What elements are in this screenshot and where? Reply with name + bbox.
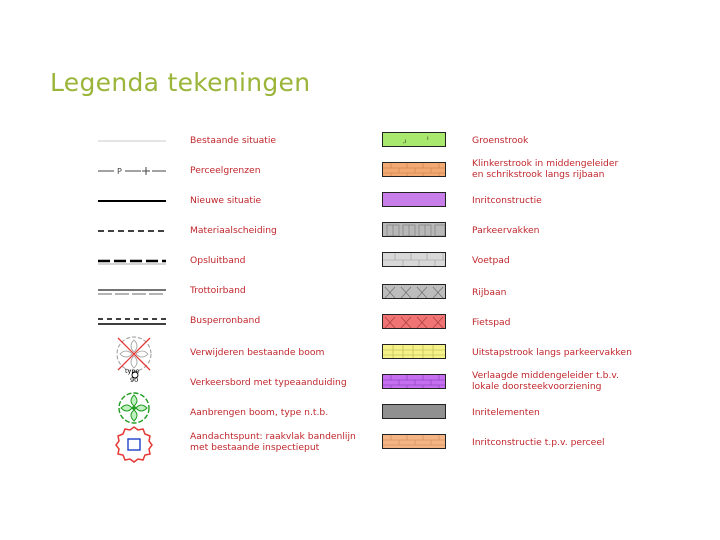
legend-label-voetpad: Voetpad	[472, 255, 510, 266]
legend-label-inritconstructie: Inritconstructie	[472, 195, 542, 206]
swatch-voetpad	[382, 252, 446, 267]
legend-label-materiaalscheiding: Materiaalscheiding	[190, 225, 277, 236]
dashed-line-icon	[96, 220, 168, 242]
swatch-klinkerstrook	[382, 162, 446, 177]
new-tree-icon	[112, 390, 156, 426]
legend-label-bestaande-situatie: Bestaande situatie	[190, 135, 277, 146]
legend-label-aandachtspunt-1: Aandachtspunt: raakvlak bandenlijn	[190, 431, 356, 442]
legend-label-busperronband: Busperronband	[190, 315, 261, 326]
thick-dashed-line-icon	[96, 250, 168, 272]
legend-label-groenstrook: Groenstrook	[472, 135, 529, 146]
legend-label-parkeervakken: Parkeervakken	[472, 225, 540, 236]
svg-text:ı: ı	[427, 135, 429, 142]
legend-label-verkeersbord: Verkeersbord met typeaanduiding	[190, 377, 347, 388]
inspection-pit-icon	[114, 424, 154, 464]
legend-label-fietspad: Fietspad	[472, 317, 511, 328]
legend-label-verlaagde-1: Verlaagde middengeleider t.b.v.	[472, 370, 620, 381]
legend-label-klinkerstrook-2: en schrikstrook langs rijbaan	[472, 169, 605, 180]
thin-gray-line-icon	[96, 130, 168, 152]
swatch-fietspad	[382, 314, 446, 329]
legend-label-trottoirband: Trottoirband	[190, 285, 246, 296]
boundary-line-icon	[96, 160, 168, 182]
traffic-sign-number-label: 90	[130, 376, 139, 384]
legend-label-klinkerstrook-1: Klinkerstrook in middengeleider	[472, 158, 619, 169]
thick-black-line-icon	[96, 190, 168, 212]
legend-label-inritelementen: Inritelementen	[472, 407, 540, 418]
legend-label-uitstapstrook: Uitstapstrook langs parkeervakken	[472, 347, 632, 358]
svg-text:P: P	[117, 167, 122, 176]
swatch-verlaagde-middengeleider	[382, 374, 446, 389]
swatch-rijbaan	[382, 284, 446, 299]
swatch-parkeervakken	[382, 222, 446, 237]
legend-label-aanbrengen-boom: Aanbrengen boom, type n.t.b.	[190, 407, 329, 418]
svg-text:,ı: ,ı	[403, 138, 407, 145]
page-title: Legenda tekeningen	[50, 68, 311, 97]
swatch-inritelementen	[382, 404, 446, 419]
legend-label-inritconstructie-perceel: Inritconstructie t.p.v. perceel	[472, 437, 605, 448]
swatch-inritconstructie	[382, 192, 446, 207]
swatch-groenstrook	[382, 132, 446, 147]
swatch-inritconstructie-perceel	[382, 434, 446, 449]
legend-label-nieuwe-situatie: Nieuwe situatie	[190, 195, 262, 206]
traffic-sign-type-label: type	[125, 367, 140, 375]
legend-label-opsluitband: Opsluitband	[190, 255, 246, 266]
legend-label-rijbaan: Rijbaan	[472, 287, 507, 298]
legend-label-verwijderen-boom: Verwijderen bestaande boom	[190, 347, 325, 358]
dashed-double-line-icon	[96, 310, 168, 332]
legend-label-verlaagde-2: lokale doorsteekvoorziening	[472, 381, 602, 392]
legend-label-aandachtspunt-2: met bestaande inspectieput	[190, 442, 320, 453]
double-line-icon	[96, 280, 168, 302]
legend-label-perceelgrenzen: Perceelgrenzen	[190, 165, 261, 176]
swatch-uitstapstrook	[382, 344, 446, 359]
